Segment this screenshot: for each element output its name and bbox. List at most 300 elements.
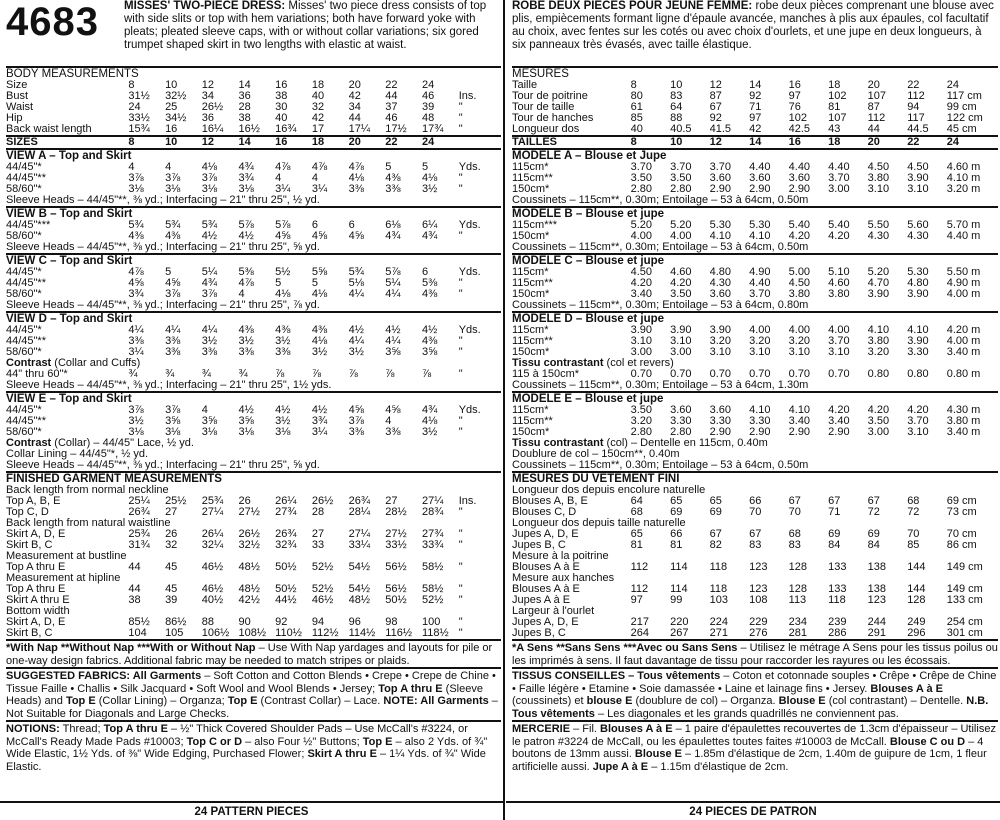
measure-cell: 3.50	[670, 289, 692, 300]
measure-cell: 16¼	[201, 124, 224, 135]
measure-cell: 12	[709, 137, 722, 148]
body-measurements-title: BODY MEASUREMENTS	[6, 66, 501, 80]
measure-cell: 3¾	[311, 416, 328, 427]
measure-cell: 42	[311, 113, 325, 124]
measure-cell: 2.90	[749, 427, 771, 438]
measure-cell: 112	[630, 584, 649, 595]
nap-legend	[512, 639, 998, 667]
measure-cell: 5⅞	[385, 267, 401, 278]
measure-row	[512, 124, 998, 135]
measure-cell: 5¾	[165, 220, 181, 231]
measure-cell: 2.80	[630, 184, 652, 195]
measure-cell: 4.60 m	[946, 162, 981, 173]
measure-cell: 3.20	[788, 336, 811, 347]
measure-cell: 99 cm	[946, 102, 977, 113]
measure-cell: 5¾	[128, 220, 144, 231]
measure-cell: 22	[907, 80, 920, 91]
measure-cell: 104	[128, 628, 147, 639]
measure-cell: 4.30	[867, 231, 890, 242]
measure-cell: 114	[670, 584, 688, 595]
unit-cell: "	[458, 278, 463, 289]
measure-row	[6, 80, 501, 91]
measure-cell: 112	[867, 113, 886, 124]
measure-row	[6, 416, 501, 427]
measure-row	[6, 124, 501, 135]
measure-cell: 94	[907, 102, 920, 113]
measure-cell: 3⅝	[165, 416, 181, 427]
measure-cell: 3½	[421, 184, 438, 195]
measure-cell: 0.70	[630, 369, 652, 380]
measure-cell: 3.60	[670, 405, 692, 416]
measure-row	[6, 267, 501, 278]
measure-cell: 5¾	[201, 220, 218, 231]
measure-cell: 4.80	[907, 278, 929, 289]
unit-cell: "	[458, 529, 463, 540]
measure-cell: 3¼	[311, 427, 328, 438]
view-title: VIEW E – Top and Skirt	[6, 391, 501, 405]
measure-cell: 4⅞	[128, 267, 144, 278]
view-note: Sleeve Heads – 44/45"**, ⅜ yd.; Interfacing – 21" thru 25", ½ yd.	[6, 195, 320, 206]
measure-cell: 108½	[238, 628, 266, 639]
measure-cell: 46	[421, 91, 435, 102]
row-label: 44" thru 60"*	[6, 369, 68, 380]
measure-cell: 64	[670, 102, 683, 113]
measure-cell: 25¼	[128, 496, 150, 507]
measure-cell: 3.70	[670, 162, 692, 173]
nap-legend	[6, 639, 501, 667]
measure-cell: 4.60	[828, 278, 850, 289]
measure-cell: 4⅜	[311, 325, 328, 336]
measure-cell: 26½	[201, 102, 224, 113]
unit-cell: "	[458, 124, 463, 135]
measure-cell: 8	[630, 80, 637, 91]
measure-cell: 224	[709, 617, 728, 628]
measure-cell: 68	[907, 496, 920, 507]
measure-row	[6, 336, 501, 347]
measure-cell: 85	[907, 540, 920, 551]
measure-cell: 92	[275, 617, 288, 628]
measure-cell: 26¼	[201, 529, 224, 540]
measure-row	[512, 617, 998, 628]
view-note: Coussinets – 115cm**, 0.30m; Entoilage – 53 à 64cm, 1.30m	[512, 380, 809, 391]
measure-cell: 42.5	[788, 124, 811, 135]
row-label: Blouses A, B, E	[512, 496, 588, 507]
unit-cell: Yds.	[458, 325, 481, 336]
body-measurements-title: MESURES	[512, 66, 998, 80]
measure-cell: 3.10	[907, 184, 929, 195]
measure-row	[512, 427, 998, 438]
column-divider	[503, 0, 505, 820]
row-label: 44/45"*	[6, 405, 42, 416]
measure-cell: 3.90	[709, 325, 732, 336]
measure-cell: 133 cm	[946, 595, 983, 606]
unit-cell: "	[458, 628, 463, 639]
measure-cell: 40.5	[670, 124, 692, 135]
measure-cell: 4¼	[385, 289, 401, 300]
notions-text: – 1 paire d'épaulettes recouvertes de 1.3cm d'épaisseur – Utilisez le patron #3224 de McCall, ou les épaulettes toutes faites #10003 de McCall.	[512, 723, 996, 748]
measure-row	[6, 369, 501, 380]
measure-cell: 25½	[165, 496, 187, 507]
measure-cell: 0.70	[788, 369, 811, 380]
measure-cell: 3⅝	[421, 347, 438, 358]
row-label: Skirt B, C	[6, 540, 53, 551]
measure-cell: 123	[867, 595, 887, 606]
measure-cell: 82	[709, 540, 722, 551]
measure-row	[512, 220, 998, 231]
measure-cell: 4⅛	[275, 289, 291, 300]
row-label: 150cm*	[512, 289, 550, 300]
measure-cell: 220	[670, 617, 689, 628]
measure-row	[512, 173, 998, 184]
measure-cell: 3.70	[709, 162, 732, 173]
measure-cell: 4¼	[385, 336, 401, 347]
measure-cell: 56½	[385, 584, 407, 595]
measure-row	[512, 369, 998, 380]
nap-legend-a: *With Nap	[6, 642, 58, 654]
measure-cell: 116½	[385, 628, 412, 639]
row-label: Top A thru E	[6, 584, 66, 595]
notions-text: – also 2 Yds. of ¾" Wide Elastic, 1½ Yds. of ⅜" Wide Edging, Purchased Flower;	[6, 735, 488, 760]
measure-cell: 28	[238, 102, 251, 113]
measure-row	[512, 91, 998, 102]
measure-cell: 4.30	[709, 278, 732, 289]
measure-cell: 3⅜	[348, 427, 364, 438]
unit-cell	[459, 80, 501, 91]
measure-cell: 3.80	[828, 289, 850, 300]
measure-row	[512, 347, 998, 358]
measure-cell: 128	[907, 595, 926, 606]
measure-row	[6, 628, 501, 639]
measure-cell: ⅞	[421, 369, 432, 380]
measure-cell: 28½	[385, 507, 407, 518]
measure-cell: 38	[238, 113, 251, 124]
row-label: Jupes B, C	[512, 628, 566, 639]
nap-legend-b: **Sans Sens	[553, 642, 621, 654]
measure-cell: 38	[128, 595, 141, 606]
measure-cell: 4.20	[907, 405, 929, 416]
measure-cell: 276	[749, 628, 768, 639]
view-note: Sleeve Heads – 44/45"**, ⅜ yd.; Interfacing – 21" thru 25", ⅞ yd.	[6, 300, 320, 311]
measure-row	[6, 584, 501, 595]
measure-cell: 50½	[275, 584, 297, 595]
measure-cell: 0.70	[709, 369, 732, 380]
measure-cell: 4½	[348, 325, 364, 336]
measure-cell: 3⅛	[275, 427, 291, 438]
suggested-fabrics-text: (Contrast Collar) – Lace.	[257, 695, 384, 707]
measure-cell: 31½	[128, 91, 150, 102]
measure-cell: 17¾	[421, 124, 444, 135]
measure-cell: 76	[788, 102, 801, 113]
measure-cell: 4⅝	[348, 405, 364, 416]
english-description-text: Misses' two piece dress consists of top with side slits or top with hem variations; both have forward yoke with pleats; pleated sleeve caps, with or without collar variations; six gored trumpet shaped skirt in two lengths with elastic at waist.	[124, 0, 487, 51]
measure-cell: 5.20	[670, 220, 692, 231]
measure-cell: 16	[788, 80, 801, 91]
measure-cell: 103	[709, 595, 728, 606]
measure-cell: 3⅞	[165, 289, 181, 300]
measure-cell: 4⅞	[311, 162, 328, 173]
measure-cell: ⅞	[348, 369, 358, 380]
measure-cell: 4.40	[828, 162, 850, 173]
measure-cell: 33¾	[421, 540, 444, 551]
measure-cell: 46½	[201, 584, 224, 595]
row-label: 150cm*	[512, 427, 550, 438]
measure-cell: 48½	[238, 584, 260, 595]
measure-cell: 4.30 m	[946, 405, 981, 416]
view-note: Sleeve Heads – 44/45"**, ⅜ yd.; Interfacing – 21" thru 25", 1½ yds.	[6, 380, 332, 391]
measure-cell: 229	[749, 617, 768, 628]
measure-cell: 5⅝	[311, 267, 328, 278]
suggested-fabrics-lead: TISSUS CONSEILLES – Tous vêtements	[512, 670, 721, 682]
contrast-line	[6, 358, 501, 369]
view-note: Coussinets – 115cm**, 0.30m; Entoilage – 53 à 64cm, 0.50m	[512, 242, 809, 253]
measure-cell: 85½	[128, 617, 150, 628]
view-title: VIEW D – Top and Skirt	[6, 311, 501, 325]
measure-cell: 16½	[238, 124, 260, 135]
measure-cell: 10	[670, 137, 683, 148]
measure-cell: 3⅜	[238, 347, 254, 358]
measure-cell: 244	[867, 617, 887, 628]
measure-row	[512, 416, 998, 427]
measure-cell: 27	[165, 507, 178, 518]
measure-cell: 117 cm	[946, 91, 982, 102]
measure-cell: 118	[709, 584, 728, 595]
view-note: Doublure de col – 150cm**, 0.40m	[512, 449, 680, 460]
measure-cell: 33½	[385, 540, 407, 551]
measure-cell: 4.50	[788, 278, 811, 289]
measure-cell: 40	[311, 91, 325, 102]
measure-cell: 3½	[311, 347, 328, 358]
measure-cell: 4⅝	[311, 231, 328, 242]
measure-cell: 4.20	[828, 405, 850, 416]
measure-cell: 5.20	[630, 220, 652, 231]
measure-cell: 46	[385, 113, 398, 124]
measure-cell: 48½	[348, 595, 370, 606]
measure-cell: 4	[128, 162, 135, 173]
measure-cell: 3½	[421, 427, 438, 438]
measure-row	[512, 325, 998, 336]
measure-cell: 107	[867, 91, 887, 102]
measure-cell: 4.20	[788, 231, 811, 242]
measure-cell: 3.50	[670, 173, 692, 184]
view-yardage-table	[512, 220, 998, 242]
row-label: 44/45"**	[6, 416, 46, 427]
measure-row	[6, 507, 501, 518]
measure-cell: 3.20 m	[946, 184, 981, 195]
finished-measurements-table	[512, 617, 998, 639]
measure-cell: 3.00	[670, 347, 692, 358]
measure-row	[6, 173, 501, 184]
notions-emph: Blouses A à E	[600, 723, 673, 735]
measure-cell: 32	[165, 540, 178, 551]
measure-cell: 3¼	[128, 347, 144, 358]
measure-cell: 88	[201, 617, 215, 628]
suggested-fabrics	[6, 667, 501, 720]
measure-cell: 18	[311, 80, 325, 91]
contrast-line	[512, 438, 998, 449]
measure-cell: 27¼	[421, 496, 444, 507]
measure-cell: 102	[788, 113, 807, 124]
measure-cell: 45 cm	[946, 124, 977, 135]
notions-text: – 4 boutons de 13mm aussi.	[512, 735, 984, 760]
measure-cell: 3⅜	[385, 184, 401, 195]
row-label: 115cm***	[512, 220, 558, 231]
measure-cell: 4⅝	[385, 405, 401, 416]
measure-cell: 5½	[275, 267, 291, 278]
measure-cell: 106½	[201, 628, 230, 639]
view-note: Sleeve Heads – 44/45"**, ⅜ yd.; Interfacing – 21" thru 25", ⅝ yd.	[6, 242, 320, 253]
measure-cell: 3.60	[709, 405, 732, 416]
measure-cell: 41.5	[709, 124, 732, 135]
measure-row	[6, 617, 501, 628]
row-label: Tour de hanches	[512, 113, 594, 124]
unit-cell: "	[458, 507, 463, 518]
measure-row	[6, 427, 501, 438]
unit-cell: "	[458, 173, 463, 184]
measure-cell: 97	[630, 595, 643, 606]
measure-cell: 114	[670, 562, 688, 573]
pattern-pieces-footer: 24 PATTERN PIECES	[0, 801, 503, 818]
measure-cell: 40½	[201, 595, 224, 606]
measure-cell: 3.10	[788, 347, 811, 358]
contrast-line	[6, 438, 501, 449]
suggested-fabrics-emph: Top E	[227, 695, 258, 707]
measure-cell: 73 cm	[946, 507, 977, 518]
measure-cell: 4.90	[749, 267, 771, 278]
measure-row	[6, 529, 501, 540]
notions-emph: Top E	[362, 735, 393, 748]
measure-cell: 271	[709, 628, 728, 639]
measure-cell: 2.80	[670, 184, 692, 195]
measure-cell: 3.40 m	[946, 347, 981, 358]
measure-cell: 87	[709, 91, 722, 102]
measure-row	[6, 325, 501, 336]
measure-cell: 12	[201, 137, 215, 148]
measure-cell: 15¾	[128, 124, 150, 135]
measure-cell: 5.00	[788, 267, 811, 278]
measure-cell: 17	[311, 124, 325, 135]
french-yardage-section	[512, 66, 998, 773]
row-label: 44/45"***	[6, 220, 51, 231]
measure-row	[6, 102, 501, 113]
view-note: Coussinets – 115cm**, 0.30m; Entoilage – 53 à 64cm, 0.50m	[512, 195, 809, 206]
measure-cell: 58½	[421, 562, 444, 573]
measure-cell: 3⅞	[348, 416, 364, 427]
measure-row	[6, 595, 501, 606]
measure-cell: 0.70	[670, 369, 692, 380]
measure-cell: 3⅜	[275, 347, 291, 358]
notions-emph: Blouse E	[634, 748, 682, 760]
french-description-text: robe deux pièces comprenant une blouse avec plis, empiècements formant ligne d'épaule avancée, manches à plis aux épaules, col facultatif au choix, avec fentes sur les cotés ou avec choix d'ourlets, et une jupe en deux longueurs, à six panneaux très évasés, avec taille élastique.	[512, 0, 994, 51]
measure-cell: 45	[165, 584, 178, 595]
measure-cell: 67	[788, 496, 801, 507]
measure-cell: ¾	[128, 369, 138, 380]
measure-cell: 18	[828, 137, 841, 148]
view-yardage-table	[512, 162, 998, 195]
measure-cell: ⅞	[311, 369, 322, 380]
measure-cell: 2.90	[788, 427, 811, 438]
measure-cell: 2.90	[709, 427, 732, 438]
row-label: Size	[6, 80, 28, 91]
measure-cell: 281	[788, 628, 807, 639]
measure-cell: 52½	[421, 595, 444, 606]
measure-row	[6, 562, 501, 573]
measure-cell: 5	[165, 267, 172, 278]
measure-cell: 3⅛	[165, 427, 181, 438]
measure-cell: 33	[311, 540, 325, 551]
measure-cell: 52½	[311, 584, 334, 595]
measure-row	[512, 80, 998, 91]
measure-cell: 44	[867, 124, 880, 135]
measure-cell: 0.80 m	[946, 369, 981, 380]
view-note: Collar Lining – 44/45"*, ½ yd.	[6, 449, 149, 460]
measure-cell: 4⅞	[348, 162, 364, 173]
measure-cell: 4	[385, 416, 392, 427]
unit-cell: "	[458, 427, 463, 438]
finished-subheading: Measurement at bustline	[6, 551, 127, 562]
measure-cell: 3⅛	[238, 184, 254, 195]
suggested-fabrics-emph: N.B. Tous vêtements	[512, 695, 989, 720]
measure-cell: 24	[421, 80, 435, 91]
notions-text: – 1¼ Yds. of ¾" Wide Elastic.	[6, 748, 486, 773]
measure-cell: 24	[946, 80, 959, 91]
measure-row	[6, 496, 501, 507]
measure-cell: 3.50	[630, 405, 652, 416]
measure-cell: 70	[749, 507, 762, 518]
finished-measurements-table	[6, 529, 501, 551]
finished-measurements-table	[6, 584, 501, 606]
measure-cell: 26¾	[128, 507, 150, 518]
measure-cell: 26½	[238, 529, 260, 540]
measure-cell: 65	[709, 496, 722, 507]
measure-cell: 3.80	[867, 336, 890, 347]
suggested-fabrics-emph: NOTE: All Garments	[383, 695, 489, 707]
measure-cell: 3⅜	[385, 427, 401, 438]
measure-cell: 3.90	[867, 289, 890, 300]
notions-emph: Top C or D	[186, 735, 243, 748]
measure-cell: 4.20	[630, 278, 652, 289]
finished-measurements-table	[6, 562, 501, 573]
measure-cell: 3.70	[828, 336, 850, 347]
measure-cell: 34	[201, 91, 215, 102]
measure-cell: 4.00 m	[946, 336, 981, 347]
measure-cell: 4.00 m	[946, 289, 981, 300]
measure-cell: 12	[201, 80, 215, 91]
measure-cell: 5.20	[867, 267, 890, 278]
finished-measurements-table	[6, 617, 501, 639]
measure-cell: 99	[670, 595, 683, 606]
measure-cell: 3⅞	[128, 173, 144, 184]
measure-cell: 32½	[238, 540, 260, 551]
nap-legend-b: **Without Nap	[57, 642, 135, 654]
measure-row	[512, 529, 998, 540]
row-label: Skirt A, D, E	[6, 529, 66, 540]
measure-cell: 6	[311, 220, 318, 231]
measure-cell: 3.60	[709, 289, 732, 300]
measure-cell: 86½	[165, 617, 187, 628]
measure-cell: 4⅜	[238, 325, 254, 336]
measure-cell: 69	[828, 529, 841, 540]
english-title: MISSES' TWO-PIECE DRESS:	[124, 0, 286, 12]
measure-cell: 24	[946, 137, 959, 148]
measure-row	[6, 347, 501, 358]
measure-cell: 39	[421, 102, 435, 113]
measure-cell: 4⅝	[128, 278, 144, 289]
measure-cell: 113	[788, 595, 807, 606]
measure-cell: 3.30	[709, 416, 732, 427]
measure-row	[6, 162, 501, 173]
contrast-subtitle: (Collar and Cuffs)	[51, 358, 141, 369]
contrast-yardage-table	[512, 369, 998, 380]
